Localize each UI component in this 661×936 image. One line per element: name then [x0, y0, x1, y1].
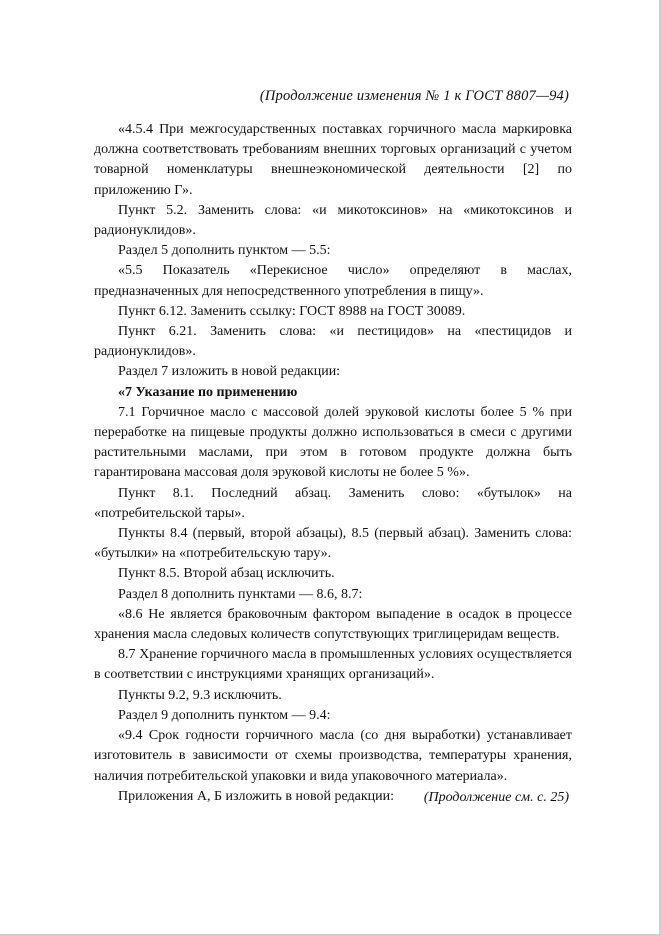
paragraph-7-1: 7.1 Горчичное масло с массовой долей эруковой кислоты более 5 % при переработке на пищевые продукты должно использоваться в смеси с другими растительными маслами, при этом в готовом продукте должна быть гарантирована массовая доля эруковой кислоты не более 5 %». — [94, 404, 572, 481]
paragraph-8-4-8-5: Пункты 8.4 (первый, второй абзацы), 8.5 (первый абзац). Заменить слова: «бутылки» на «потребительскую тару». — [94, 526, 572, 562]
paragraph-9-4: «9.4 Срок годности горчичного масла (со дня выработки) устанавливает изготовитель в зависимости от схемы производства, температуры хранения, наличия потребительской упаковки и вида упаковочного материала». — [94, 728, 572, 784]
paragraph-8-5: Пункт 8.5. Второй абзац исключить. — [118, 566, 335, 582]
page-footer: (Продолжение см. с. 25) — [423, 790, 569, 805]
paragraph-5-2: Пункт 5.2. Заменить слова: «и микотоксинов» на «микотоксинов и радионуклидов». — [94, 202, 572, 239]
paragraph-4-5-4: «4.5.4 При межгосударственных поставках горчичного масла маркировка должна соответствовать требованиям внешних торговых организаций с учетом товарной номенклатуры внешнеэкономической деятельности [2] по приложению Г». — [94, 122, 572, 198]
document-body — [94, 120, 572, 807]
page-header: (Продолжение изменения № 1 к ГОСТ 8807—94) — [259, 88, 569, 104]
paragraph-8-1: Пункт 8.1. Последний абзац. Заменить слово: «бутылок» на «потребительской тары». — [94, 485, 572, 521]
paragraph-section-8: Раздел 8 дополнить пунктами — 8.6, 8.7: — [118, 586, 363, 602]
paragraph-section-9: Раздел 9 дополнить пунктом — 9.4: — [118, 707, 331, 723]
paragraph-6-21: Пункт 6.21. Заменить слова: «и пестицидов» на «пестицидов и радионуклидов». — [94, 324, 572, 360]
paragraph-8-6: «8.6 Не является браковочным фактором выпадение в осадок в процессе хранения масла следовых количеств сопутствующих триглицеридам веществ. — [94, 606, 572, 643]
section-7-heading: «7 Указание по применению — [118, 384, 298, 400]
paragraph-section-7: Раздел 7 изложить в новой редакции: — [118, 364, 341, 380]
paragraph-appendices: Приложения А, Б изложить в новой редакции: — [118, 788, 394, 804]
paragraph-6-12: Пункт 6.12. Заменить ссылку: ГОСТ 8988 на ГОСТ 30089. — [118, 303, 466, 319]
paragraph-8-7: 8.7 Хранение горчичного масла в промышленных условиях осуществляется в соответствии с инструкциями хранящих организаций». — [94, 647, 572, 683]
paragraph-9-2-9-3: Пункты 9.2, 9.3 исключить. — [118, 687, 282, 703]
paragraph-5-5: «5.5 Показатель «Перекисное число» определяют в маслах, предназначенных для непосредственного употребления в пищу». — [94, 263, 572, 299]
paragraph-section-5: Раздел 5 дополнить пунктом — 5.5: — [118, 243, 331, 259]
